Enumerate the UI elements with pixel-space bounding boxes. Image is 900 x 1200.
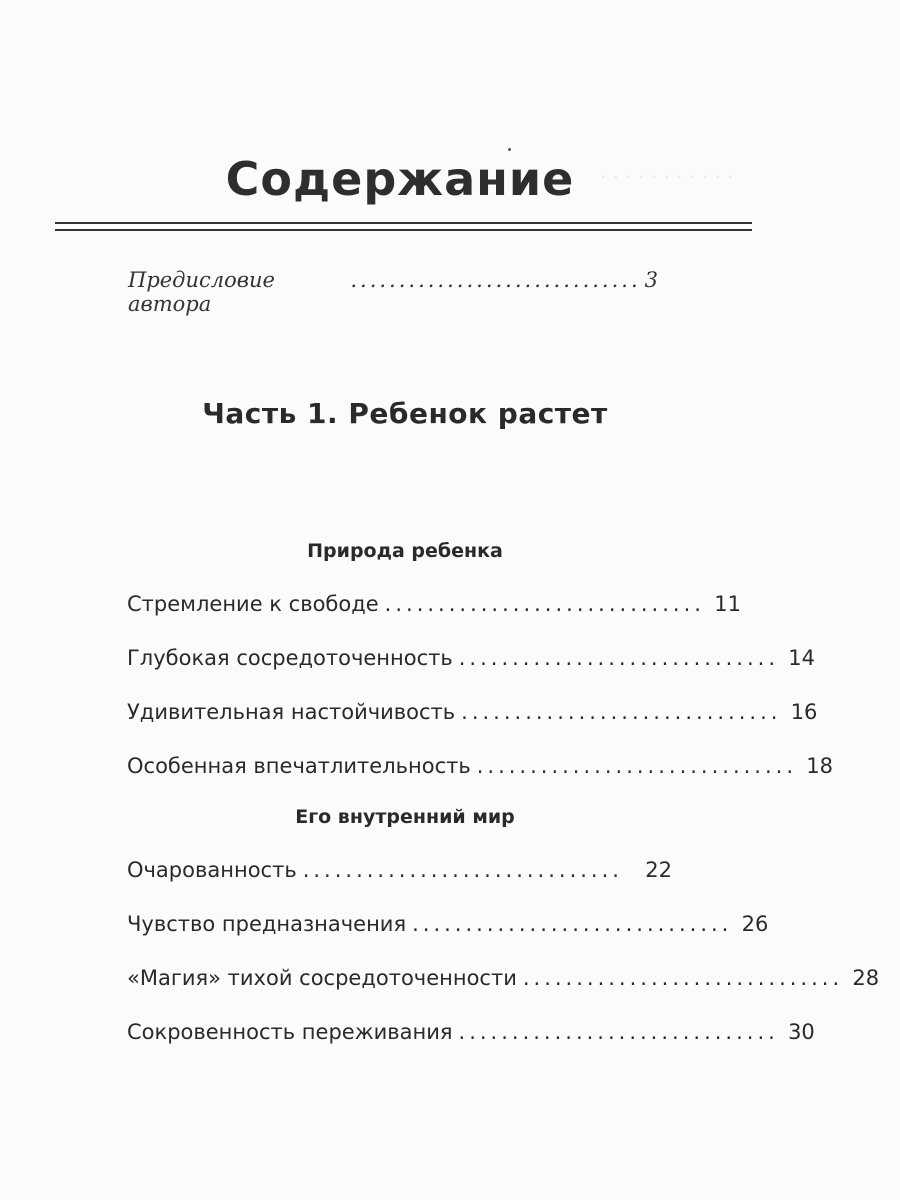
toc-entry-page: 22 (645, 858, 672, 882)
leader-dots: .............................. (384, 592, 705, 616)
section-heading: Его внутренний мир (295, 806, 515, 828)
toc-entry-page: 3 (644, 268, 658, 292)
page-title: Содержание (225, 152, 575, 206)
leader-dots: .............................. (350, 268, 641, 292)
leader-dots: .............................. (476, 754, 797, 778)
toc-entry (127, 646, 816, 670)
toc-entry (127, 912, 769, 936)
toc-entry (127, 754, 833, 778)
toc-entry-label: Сокровенность переживания (127, 1020, 453, 1044)
toc-entry (127, 700, 818, 724)
leader-dots: .............................. (302, 858, 623, 882)
toc-entry-label: Чувство предназначения (127, 912, 407, 936)
bleed-through-text: · · · · · · · · · · · (600, 165, 734, 189)
toc-entry-label: Удивительная настойчивость (127, 700, 456, 724)
toc-entry-label: Очарованность (127, 858, 297, 882)
leader-dots: .............................. (412, 912, 733, 936)
toc-entry-page: 30 (788, 1020, 815, 1044)
toc-entry-label: Стремление к свободе (127, 592, 379, 616)
leader-dots: .............................. (458, 646, 780, 670)
toc-entry-page: 14 (788, 646, 816, 670)
leader-dots: .............................. (461, 700, 782, 724)
toc-entry-label: Особенная впечатлительность (127, 754, 471, 778)
leader-dots: .............................. (458, 1020, 779, 1044)
toc-entry-label: Предисловие автора (128, 268, 275, 316)
toc-entry (127, 966, 880, 990)
toc-entry (127, 858, 672, 882)
leader-dots: .............................. (522, 966, 844, 990)
toc-entry-page: 16 (790, 700, 818, 724)
toc-entry-page: 18 (806, 754, 833, 778)
toc-entry-page: 26 (741, 912, 769, 936)
section-heading: Природа ребенка (307, 540, 503, 562)
toc-entry-label: Глубокая сосредоточенность (127, 646, 453, 670)
toc-entry-label: «Магия» тихой сосредоточенности (127, 966, 517, 990)
toc-entry-preface (128, 268, 658, 316)
toc-entry-page: 11 (714, 592, 741, 616)
toc-entry (127, 592, 741, 616)
part-heading: Часть 1. Ребенок растет (202, 397, 608, 430)
title-rule-top (55, 222, 752, 224)
paper-speck (508, 148, 511, 151)
title-rule-bottom (55, 229, 752, 231)
toc-entry-page: 28 (852, 966, 880, 990)
toc-entry (127, 1020, 815, 1044)
